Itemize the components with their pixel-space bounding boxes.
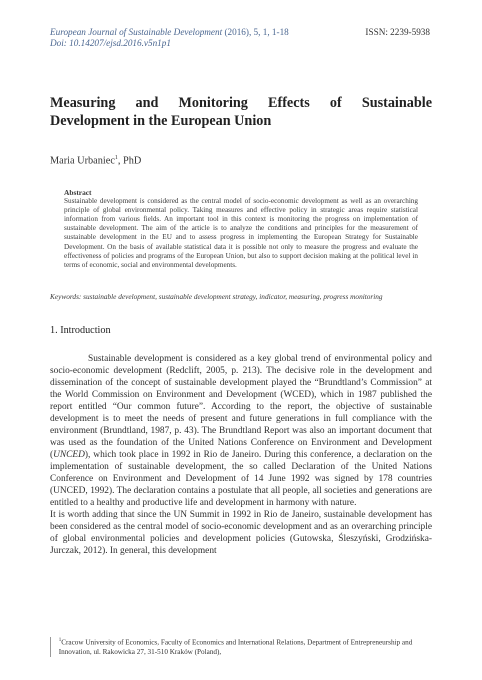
abstract-block bbox=[64, 188, 418, 270]
doi-line bbox=[50, 38, 430, 49]
body-text bbox=[50, 353, 432, 557]
abstract-text: Sustainable development is considered as the central model of socio-economic development as well as an overarching principle of global environmental policy. Taking measures and effective policy in strategic areas require statistical information from various fields. An important tool in this context is monitoring the progress on implementation of sustainable development. The aim of the article is to analyze the conditions and principles for the measurement of sustainable development in the EU and to assess progress in implementing the European Strategy for Sustainable Development. On the basis of available statistical data it is possible not only to measure the progress and evaluate the effectiveness of policies and programs of the European Union, but also to support decision making at the political level in terms of economic, social and environmental developments. bbox=[64, 197, 418, 269]
paragraph-2: It is worth adding that since the UN Summit in 1992 in Rio de Janeiro, sustainable development has been considered as the central model of socio-economic development and as an overarching principle of global environmental policies and development policies (Gutowska, Śleszyński, Grodzińska-Jurczak, 2012). In general, this development bbox=[50, 510, 432, 556]
author-footnote-mark: 1 bbox=[114, 155, 118, 161]
section-heading: 1. Introduction bbox=[50, 325, 111, 336]
footnote-divider bbox=[50, 637, 51, 657]
paragraph-1-italic: UNCED bbox=[53, 450, 85, 460]
author-line bbox=[50, 155, 141, 166]
title-line-2: Development in the European Union bbox=[50, 113, 272, 129]
doi-link[interactable]: 10.14207/ejsd.2016.v5n1p1 bbox=[69, 38, 171, 48]
article-title bbox=[50, 94, 432, 130]
footnote-content bbox=[59, 636, 432, 657]
paragraph-1-part-a: Sustainable development is considered as a key global trend of environmental policy and socio-economic development (Redclift, 2005, p. 213). The decisive role in the development and dissemination of the concept of sustainable development played the “Brundtland’s Commission” at the World Commission on Environment and Development (WCED), which in 1987 published the report entitled “Our common future”. According to the report, the objective of sustainable development is to meet the needs of present and future generations in full compliance with the environment (Brundtland, 1987, p. 43). The Brundtland Report was also an important document that was used as the foundation of the United Nations Conference on Environment and Development ( bbox=[50, 354, 432, 460]
footnote-text: Cracow University of Economics, Faculty of Economics and International Relations, Department of Entrepreneurship and Innovation, ul. Rakowicka 27, 31-510 Kraków (Poland), bbox=[58, 638, 413, 657]
doi-label: Doi: bbox=[50, 38, 70, 48]
paragraph-1-part-b: ), which took place in 1992 in Rio de Janeiro. During this conference, a declaration on the implementation of sustainable development, the so called Declaration of the United Nations Conference on Environment and Development of 14 June 1992 was signed by 178 countries (UNCED, 1992). The declaration contains a postulate that all people, all societies and generations are entitled to a healthy and productive life and development in harmony with nature. bbox=[50, 450, 432, 508]
keywords: Keywords: sustainable development, sustainable development strategy, indicator, measuring, progress monitoring bbox=[50, 292, 383, 301]
author-degree: , PhD bbox=[117, 155, 142, 167]
journal-name: European Journal of Sustainable Development bbox=[50, 27, 223, 37]
footnote-mark: 1 bbox=[58, 638, 62, 643]
journal-details: (2016), 5, 1, 1-18 bbox=[222, 27, 289, 37]
author-name: Maria Urbaniec bbox=[50, 155, 115, 167]
abstract-heading: Abstract bbox=[64, 188, 92, 197]
journal-header bbox=[50, 27, 430, 49]
issn: ISSN: 2239-5938 bbox=[365, 27, 430, 37]
footnote bbox=[50, 636, 432, 657]
paragraph-1 bbox=[50, 353, 432, 509]
title-line-1: Measuring and Monitoring Effects of Sustainable bbox=[50, 95, 432, 111]
journal-citation bbox=[50, 27, 289, 38]
